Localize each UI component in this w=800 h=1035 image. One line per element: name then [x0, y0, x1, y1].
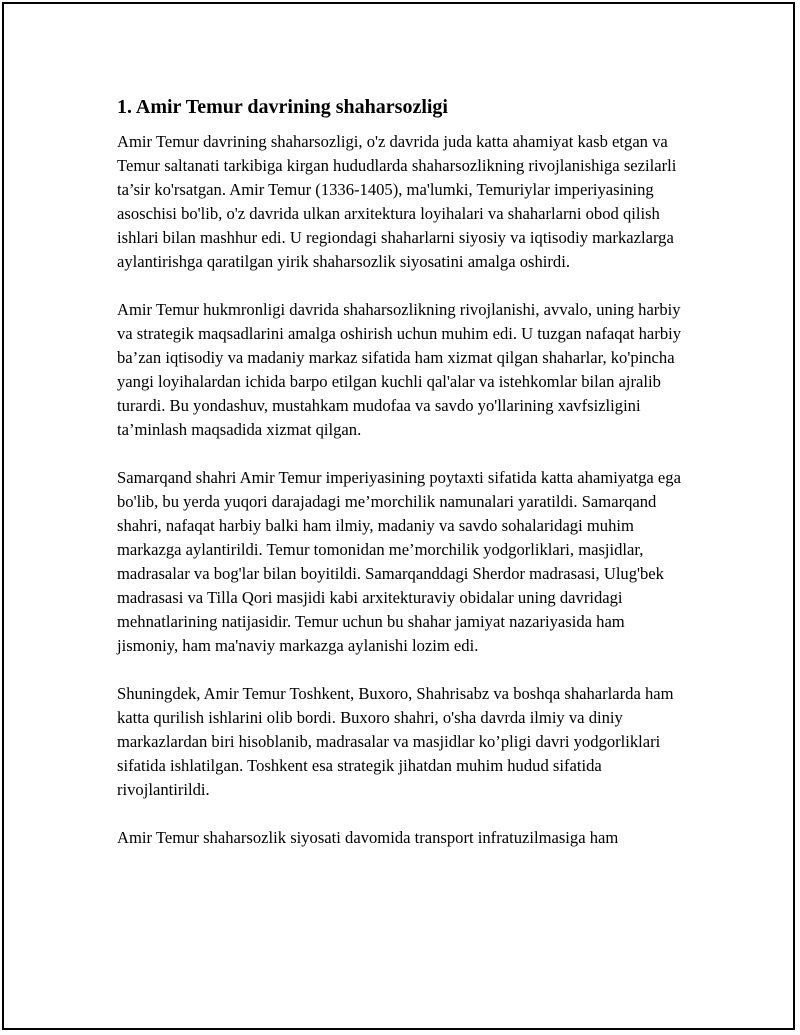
paragraph-transport: Amir Temur shaharsozlik siyosati davomida transport infratuzilmasiga ham	[117, 828, 619, 847]
document-body	[117, 94, 682, 874]
paragraph-samarqand: Samarqand shahri Amir Temur imperiyasining poytaxti sifatida katta ahamiyatga ega bo'lib, bu yerda yuqori darajadagi me’morchilik namunalari yaratildi. Samarqand shahri, nafaqat harbiy balki ham ilmiy, madaniy va savdo sohalaridagi muhim markazga aylantirildi. Temur tomonidan me’morchilik yodgorliklari, masjidlar, madrasalar va bog'lar bilan boyitildi. Samarqanddagi Sherdor madrasasi, Ulug'bek madrasasi va Tilla Qori masjidi kabi arxitekturaviy obidalar uning davridagi mehnatlarining natijasidir. Temur uchun bu shahar jamiyat nazariyasida ham jismoniy, ham ma'naviy markazga aylanishi lozim edi.	[117, 468, 681, 655]
paragraph-strategy: Amir Temur hukmronligi davrida shaharsozlikning rivojlanishi, avvalo, uning harbiy va strategik maqsadlarini amalga oshirish uchun muhim edi. U tuzgan nafaqat harbiy ba’zan iqtisodiy va madaniy markaz sifatida ham xizmat qilgan shaharlar, ko'pincha yangi loyihalardan ichida barpo etilgan kuchli qal'alar va istehkomlar bilan ajralib turardi. Bu yondashuv, mustahkam mudofaa va savdo yo'llarining xavfsizligini ta’minlash maqsadida xizmat qilgan.	[117, 300, 682, 439]
paragraph-other-cities: Shuningdek, Amir Temur Toshkent, Buxoro, Shahrisabz va boshqa shaharlarda ham katta qurilish ishlarini olib bordi. Buxoro shahri, o'sha davrda ilmiy va diniy markazlardan biri hisoblanib, madrasalar va masjidlar ko’pligi davri yodgorliklari sifatida ishlatilgan. Toshkent esa strategik jihatdan muhim hudud sifatida rivojlantirildi.	[117, 684, 674, 799]
paragraph-intro: Amir Temur davrining shaharsozligi, o'z davrida juda katta ahamiyat kasb etgan va Temur saltanati tarkibiga kirgan hududlarda shaharsozlikning rivojlanishiga sezilarli ta’sir ko'rsatgan. Amir Temur (1336-1405), ma'lumki, Temuriylar imperiyasining asoschisi bo'lib, o'z davrida ulkan arxitektura loyihalari va shaharlarni obod qilish ishlari bilan mashhur edi. U regiondagi shaharlarni siyosiy va iqtisodiy markazlarga aylantirishga qaratilgan yirik shaharsozlik siyosatini amalga oshirdi.	[117, 132, 677, 271]
section-heading: 1. Amir Temur davrining shaharsozligi	[117, 96, 448, 118]
